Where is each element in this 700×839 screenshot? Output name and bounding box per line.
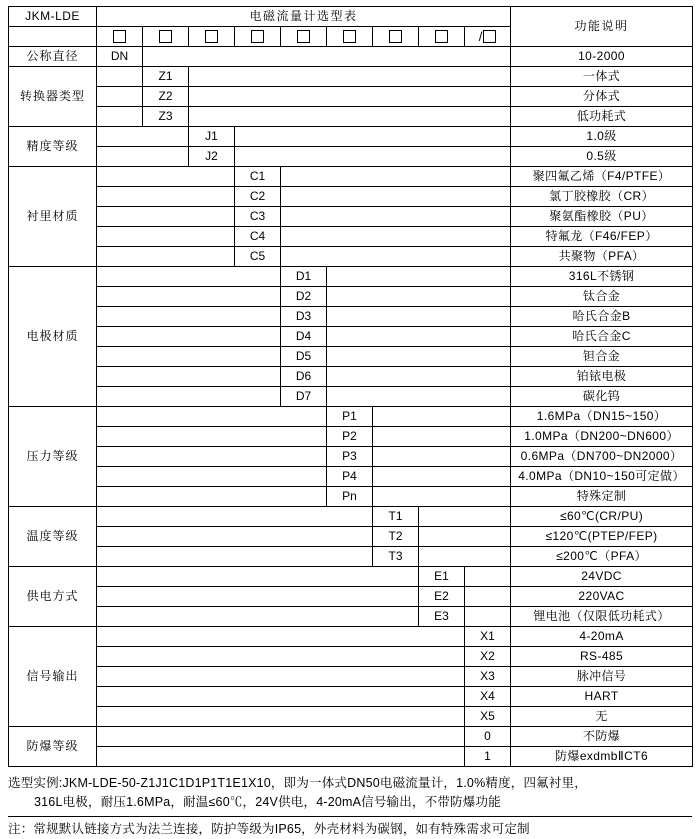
spacer: [419, 527, 511, 547]
desc-j1: 1.0级: [511, 127, 693, 147]
table-row: [9, 447, 693, 467]
table-row: [9, 407, 693, 427]
model-box-1[interactable]: [97, 27, 143, 47]
spacer: [97, 627, 465, 647]
checkbox-icon[interactable]: [113, 30, 126, 43]
spacer: [97, 567, 419, 587]
spacer: [189, 107, 511, 127]
function-description-header: 功能说明: [511, 7, 693, 47]
table-row: [9, 627, 693, 647]
spacer: [235, 147, 511, 167]
model-box-2[interactable]: [143, 27, 189, 47]
checkbox-icon[interactable]: [343, 30, 356, 43]
table-row: [9, 727, 693, 747]
checkbox-icon[interactable]: [159, 30, 172, 43]
code-z2[interactable]: Z2: [143, 87, 189, 107]
spacer: [327, 327, 511, 347]
note-example-line-1: 选型实例:JKM-LDE-50-Z1J1C1D1P1T1E1X10，即为一体式DN50电磁流量计，1.0%精度，四氟衬里，: [8, 776, 587, 790]
spacer: [97, 267, 281, 287]
spacer: [143, 47, 511, 67]
table-row: [9, 247, 693, 267]
spacer: [97, 687, 465, 707]
desc-c2: 氯丁胶橡胶（CR）: [511, 187, 693, 207]
code-dn[interactable]: DN: [97, 47, 143, 67]
code-x3[interactable]: X3: [465, 667, 511, 687]
desc-e3: 锂电池（仅限低功耗式）: [511, 607, 693, 627]
desc-z1: 一体式: [511, 67, 693, 87]
spacer: [465, 567, 511, 587]
spacer: [97, 147, 189, 167]
spacer: [97, 387, 281, 407]
table-row: [9, 647, 693, 667]
desc-x5: 无: [511, 707, 693, 727]
spacer: [281, 207, 511, 227]
desc-p1: 1.6MPa（DN15~150）: [511, 407, 693, 427]
table-row: [9, 567, 693, 587]
spacer: [327, 367, 511, 387]
spacer: [97, 747, 465, 767]
spacer: [97, 507, 373, 527]
table-row: [9, 47, 693, 67]
code-c2[interactable]: C2: [235, 187, 281, 207]
spacer: [373, 427, 511, 447]
model-prefix-cell: [9, 27, 97, 47]
model-code-label: JKM-LDE: [9, 7, 97, 27]
code-x5[interactable]: X5: [465, 707, 511, 727]
desc-d2: 钛合金: [511, 287, 693, 307]
model-box-5[interactable]: [281, 27, 327, 47]
spacer: [235, 127, 511, 147]
model-box-9[interactable]: [465, 27, 511, 47]
row-label-pressure-class: 压力等级: [9, 407, 97, 507]
spacer: [97, 207, 235, 227]
spacer: [97, 447, 327, 467]
spacer: [97, 67, 143, 87]
table-row: [9, 547, 693, 567]
desc-c3: 聚氨酯橡胶（PU）: [511, 207, 693, 227]
desc-d1: 316L不锈钢: [511, 267, 693, 287]
spacer: [281, 187, 511, 207]
row-label-explosion-proof: 防爆等级: [9, 727, 97, 767]
spacer: [97, 547, 373, 567]
spacer: [97, 87, 143, 107]
code-d4[interactable]: D4: [281, 327, 327, 347]
spacer: [465, 587, 511, 607]
spacer: [97, 667, 465, 687]
spacer: [97, 647, 465, 667]
table-title: 电磁流量计选型表: [97, 7, 511, 27]
code-p4[interactable]: P4: [327, 467, 373, 487]
table-row: [9, 267, 693, 287]
row-label-temperature-class: 温度等级: [9, 507, 97, 567]
spacer: [97, 587, 419, 607]
table-row: [9, 207, 693, 227]
spacer: [97, 727, 465, 747]
code-j2[interactable]: J2: [189, 147, 235, 167]
spacer: [281, 167, 511, 187]
checkbox-icon[interactable]: [297, 30, 310, 43]
code-ex-0[interactable]: 0: [465, 727, 511, 747]
selection-table: [8, 6, 693, 767]
model-box-6[interactable]: [327, 27, 373, 47]
desc-x2: RS-485: [511, 647, 693, 667]
code-d6[interactable]: D6: [281, 367, 327, 387]
desc-dn-range: 10-2000: [511, 47, 693, 67]
spacer: [97, 527, 373, 547]
desc-p2: 1.0MPa（DN200~DN600）: [511, 427, 693, 447]
table-row: [9, 707, 693, 727]
desc-pn: 特殊定制: [511, 487, 693, 507]
desc-e2: 220VAC: [511, 587, 693, 607]
desc-p4: 4.0MPa（DN10~150可定做）: [511, 467, 693, 487]
desc-d6: 铂铱电极: [511, 367, 693, 387]
table-row: [9, 507, 693, 527]
table-row: [9, 427, 693, 447]
spacer: [97, 347, 281, 367]
desc-x3: 脉冲信号: [511, 667, 693, 687]
code-ex-1[interactable]: 1: [465, 747, 511, 767]
row-label-nominal-diameter: 公称直径: [9, 47, 97, 67]
spacer: [327, 287, 511, 307]
spacer: [97, 467, 327, 487]
spacer: [419, 547, 511, 567]
table-row: [9, 347, 693, 367]
code-d3[interactable]: D3: [281, 307, 327, 327]
desc-c5: 共聚物（PFA）: [511, 247, 693, 267]
spacer: [97, 287, 281, 307]
desc-d7: 碳化钨: [511, 387, 693, 407]
desc-x4: HART: [511, 687, 693, 707]
code-t2[interactable]: T2: [373, 527, 419, 547]
code-d7[interactable]: D7: [281, 387, 327, 407]
code-c1[interactable]: C1: [235, 167, 281, 187]
spacer: [97, 487, 327, 507]
table-row: [9, 167, 693, 187]
desc-t1: ≤60℃(CR/PU): [511, 507, 693, 527]
spacer: [97, 407, 327, 427]
table-row: [9, 527, 693, 547]
spacer: [97, 307, 281, 327]
desc-c1: 聚四氟乙烯（F4/PTFE）: [511, 167, 693, 187]
table-row: [9, 87, 693, 107]
note-example-line-2: 316L电极，耐压1.6MPa，耐温≤60℃，24V供电，4-20mA信号输出，不带防爆功能: [34, 795, 501, 809]
code-p3[interactable]: P3: [327, 447, 373, 467]
code-d2[interactable]: D2: [281, 287, 327, 307]
code-e2[interactable]: E2: [419, 587, 465, 607]
desc-c4: 特氟龙（F46/FEP）: [511, 227, 693, 247]
model-box-4[interactable]: [235, 27, 281, 47]
row-label-electrode-material: 电极材质: [9, 267, 97, 407]
code-pn[interactable]: Pn: [327, 487, 373, 507]
slash-separator: /: [478, 29, 483, 45]
table-header-row: [9, 7, 693, 27]
code-d5[interactable]: D5: [281, 347, 327, 367]
row-label-converter-type: 转换器类型: [9, 67, 97, 127]
code-z1[interactable]: Z1: [143, 67, 189, 87]
code-d1[interactable]: D1: [281, 267, 327, 287]
model-box-7[interactable]: [373, 27, 419, 47]
table-row: [9, 747, 693, 767]
spacer: [373, 467, 511, 487]
code-z3[interactable]: Z3: [143, 107, 189, 127]
desc-d5: 钽合金: [511, 347, 693, 367]
spacer: [373, 407, 511, 427]
spacer: [189, 87, 511, 107]
desc-j2: 0.5级: [511, 147, 693, 167]
table-row: [9, 147, 693, 167]
spacer: [465, 607, 511, 627]
row-label-accuracy-class: 精度等级: [9, 127, 97, 167]
model-box-8[interactable]: [419, 27, 465, 47]
spacer: [97, 707, 465, 727]
table-row: [9, 687, 693, 707]
code-e3[interactable]: E3: [419, 607, 465, 627]
desc-z3: 低功耗式: [511, 107, 693, 127]
spacer: [97, 327, 281, 347]
desc-ex-0: 不防爆: [511, 727, 693, 747]
table-row: [9, 127, 693, 147]
code-x2[interactable]: X2: [465, 647, 511, 667]
spacer: [97, 107, 143, 127]
desc-ex-1: 防爆exdmbⅡCT6: [511, 747, 693, 767]
checkbox-icon[interactable]: [205, 30, 218, 43]
code-e1[interactable]: E1: [419, 567, 465, 587]
notes-block: [8, 774, 692, 839]
note-remark: 注：常规默认链接方式为法兰连接，防护等级为IP65，外壳材料为碳钢，如有特殊需求可定制: [8, 822, 530, 836]
spacer: [419, 507, 511, 527]
spacer: [189, 67, 511, 87]
table-row: [9, 587, 693, 607]
spacer: [373, 487, 511, 507]
spacer: [97, 247, 235, 267]
desc-x1: 4-20mA: [511, 627, 693, 647]
spacer: [97, 367, 281, 387]
spacer: [327, 347, 511, 367]
table-row: [9, 67, 693, 87]
table-row: [9, 107, 693, 127]
table-row: [9, 387, 693, 407]
notes-divider: [8, 816, 692, 817]
code-c4[interactable]: C4: [235, 227, 281, 247]
desc-z2: 分体式: [511, 87, 693, 107]
checkbox-icon[interactable]: [251, 30, 264, 43]
spacer: [327, 267, 511, 287]
table-row: [9, 287, 693, 307]
code-c5[interactable]: C5: [235, 247, 281, 267]
spacer: [327, 387, 511, 407]
code-x4[interactable]: X4: [465, 687, 511, 707]
code-p2[interactable]: P2: [327, 427, 373, 447]
desc-e1: 24VDC: [511, 567, 693, 587]
spacer: [281, 227, 511, 247]
spacer: [97, 187, 235, 207]
table-row: [9, 227, 693, 247]
code-t1[interactable]: T1: [373, 507, 419, 527]
spacer: [281, 247, 511, 267]
table-row: [9, 187, 693, 207]
table-row: [9, 327, 693, 347]
checkbox-icon[interactable]: [435, 30, 448, 43]
desc-t3: ≤200℃（PFA）: [511, 547, 693, 567]
spacer: [97, 127, 189, 147]
spacer: [373, 447, 511, 467]
spacer: [97, 227, 235, 247]
table-row: [9, 607, 693, 627]
model-box-3[interactable]: [189, 27, 235, 47]
code-p1[interactable]: P1: [327, 407, 373, 427]
table-row: [9, 467, 693, 487]
code-j1[interactable]: J1: [189, 127, 235, 147]
table-row: [9, 667, 693, 687]
code-t3[interactable]: T3: [373, 547, 419, 567]
spacer: [97, 607, 419, 627]
desc-d3: 哈氏合金B: [511, 307, 693, 327]
table-row: [9, 367, 693, 387]
desc-p3: 0.6MPa（DN700~DN2000）: [511, 447, 693, 467]
checkbox-icon[interactable]: [483, 30, 496, 43]
spacer: [97, 167, 235, 187]
checkbox-icon[interactable]: [389, 30, 402, 43]
desc-t2: ≤120℃(PTEP/FEP): [511, 527, 693, 547]
row-label-signal-output: 信号输出: [9, 627, 97, 727]
desc-d4: 哈氏合金C: [511, 327, 693, 347]
code-x1[interactable]: X1: [465, 627, 511, 647]
row-label-lining-material: 衬里材质: [9, 167, 97, 267]
table-row: [9, 307, 693, 327]
row-label-power-supply: 供电方式: [9, 567, 97, 627]
table-row: [9, 487, 693, 507]
code-c3[interactable]: C3: [235, 207, 281, 227]
spacer: [97, 427, 327, 447]
spacer: [327, 307, 511, 327]
